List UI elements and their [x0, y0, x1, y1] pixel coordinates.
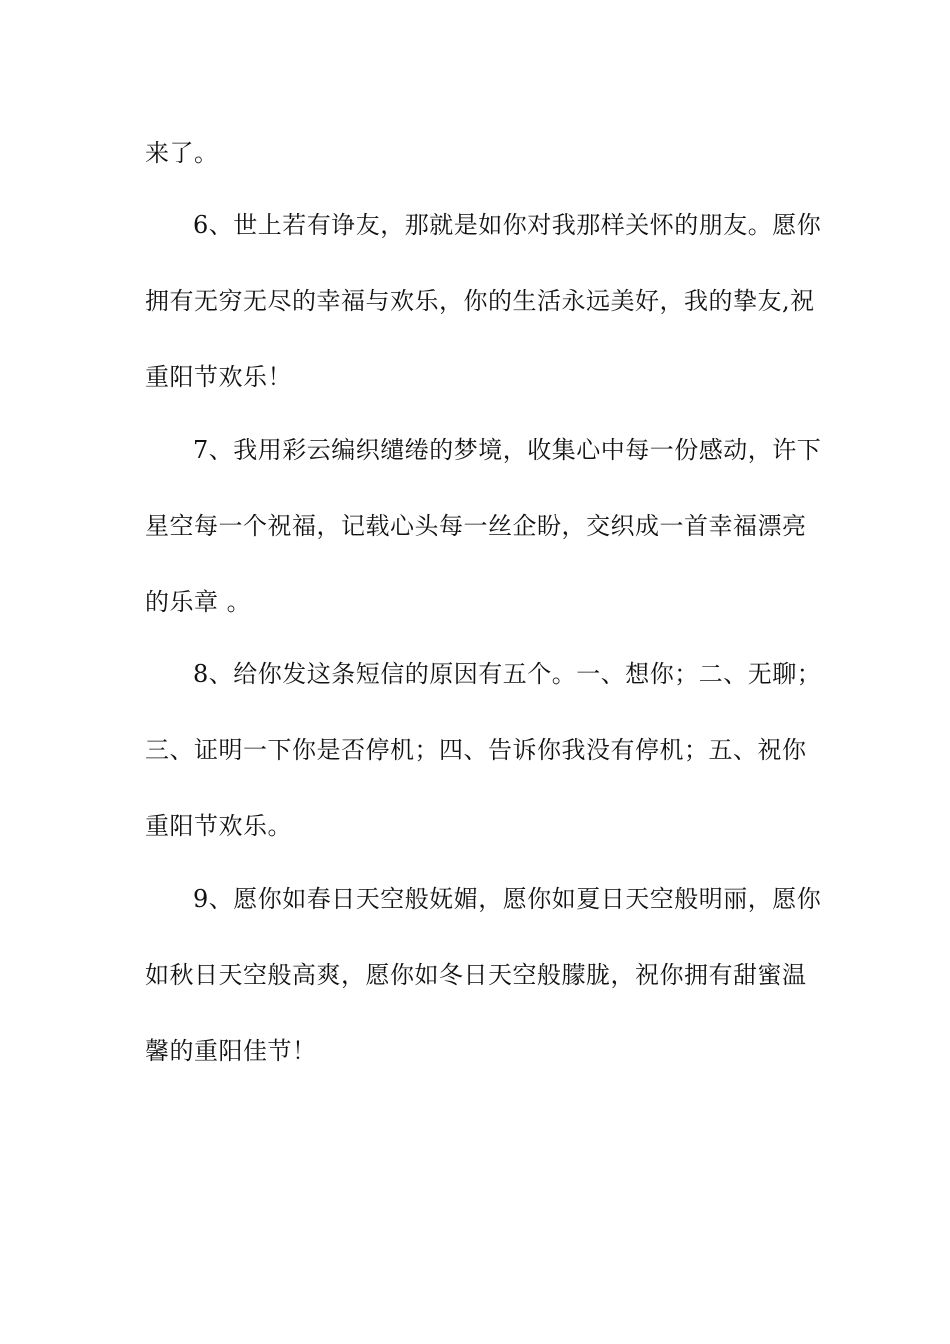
paragraph-8-line-2: 三、证明一下你是否停机；四、告诉你我没有停机；五、祝你 [145, 736, 807, 764]
paragraph-8-line-3: 重阳节欢乐。 [145, 812, 292, 840]
paragraph-9-line-1: 9、愿你如春日天空般妩媚，愿你如夏日天空般明丽，愿你 [193, 885, 822, 913]
paragraph-7-line-2: 星空每一个祝福，记载心头每一丝企盼，交织成一首幸福漂亮 [145, 512, 807, 540]
paragraph-7-line-3: 的乐章 。 [145, 588, 252, 616]
paragraph-9-line-2: 如秋日天空般高爽，愿你如冬日天空般朦胧，祝你拥有甜蜜温 [145, 961, 807, 989]
text-line: 来了。 [145, 139, 219, 167]
paragraph-8-line-1: 8、给你发这条短信的原因有五个。一、想你；二、无聊； [193, 660, 822, 688]
paragraph-6-line-3: 重阳节欢乐！ [145, 363, 292, 391]
paragraph-6-line-2: 拥有无穷无尽的幸福与欢乐，你的生活永远美好，我的挚友,祝 [145, 287, 815, 315]
paragraph-7-line-1: 7、我用彩云编织缱绻的梦境，收集心中每一份感动，许下 [193, 436, 822, 464]
paragraph-9-line-3: 馨的重阳佳节！ [145, 1037, 317, 1065]
paragraph-6-line-1: 6、世上若有诤友，那就是如你对我那样关怀的朋友。愿你 [193, 211, 822, 239]
